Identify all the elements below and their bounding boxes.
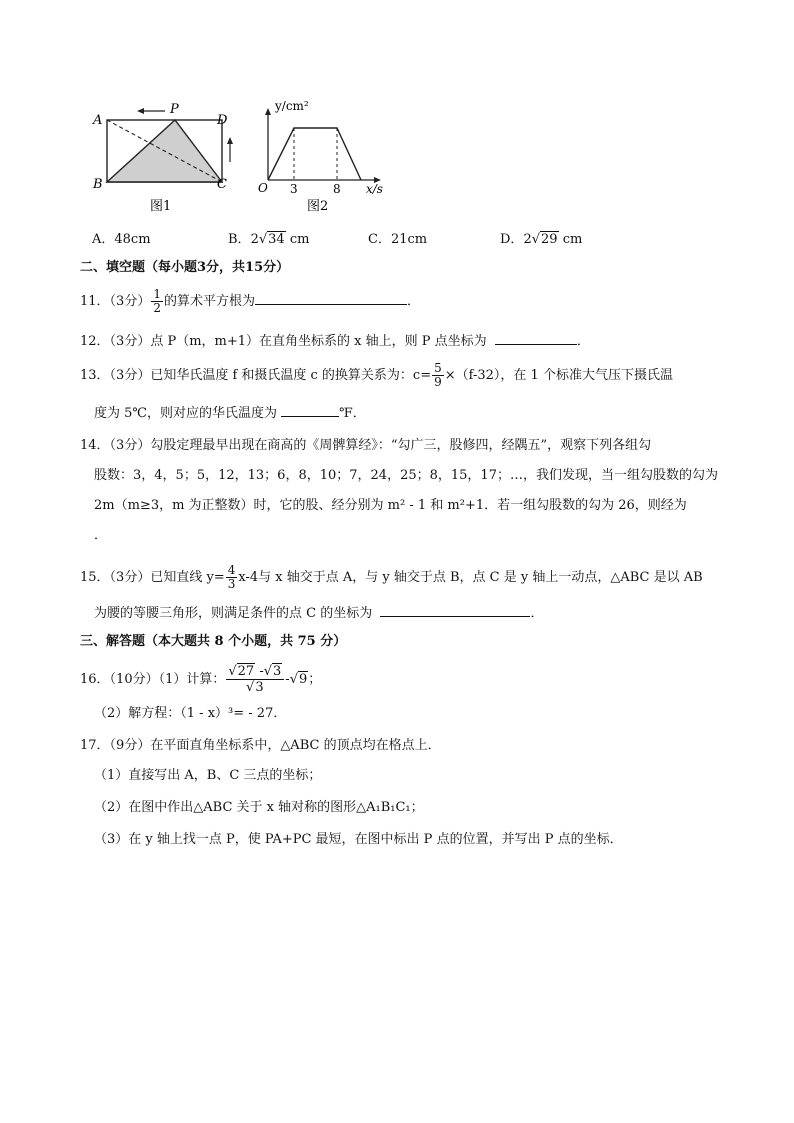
fig1-label-p: P	[170, 102, 179, 117]
fig1-label-b: B	[93, 177, 103, 192]
q13-fraction: $\frac{5}{9}$	[434, 361, 442, 389]
figure-2	[255, 94, 395, 218]
question-13-line-2: 度为 5℃，则对应的华氏温度为 ℉．	[94, 402, 366, 424]
question-17-part-2: （2）在图中作出△ABC 关于 x 轴对称的图形△A₁B₁C₁；	[94, 800, 424, 815]
option-b: B．2√34 cm	[228, 232, 310, 247]
question-14-line-3: 2m（m≥3，m 为正整数）时，它的股、经分别为 m² - 1 和 m²+1．若一组勾股数的勾为 26，则经为	[94, 498, 687, 513]
fig1-caption: 图1	[150, 199, 172, 214]
question-17-stem: 17．（9分）在平面直角坐标系中，△ABC 的顶点均在格点上．	[80, 738, 441, 753]
question-15-line-1: 15．（3分）已知直线 y= $\frac{4}{3}$ x-4与 x 轴交于点 A，与 y 轴交于点 B，点 C 是 y 轴上一动点，△ABC 是以 AB	[80, 563, 703, 591]
question-17-part-3: （3）在 y 轴上找一点 P，使 PA+PC 最短，在图中标出 P 点的位置，并写出 P 点的坐标．	[94, 832, 623, 847]
q12-answer-blank[interactable]	[495, 330, 577, 345]
fig2-origin: O	[258, 181, 268, 195]
question-15-line-2: 为腰的等腰三角形，则满足条件的点 C 的坐标为 ．	[94, 602, 544, 624]
q15-fraction: $\frac{4}{3}$	[227, 563, 236, 591]
option-d: D．2√29 cm	[500, 232, 583, 247]
fig2-ylabel: y/cm²	[275, 99, 309, 113]
figure-1	[90, 98, 240, 218]
section-2-heading: 二、填空题（每小题3分，共15分）	[80, 260, 290, 275]
question-13-line-1: 13．（3分）已知华氏温度 f 和摄氏温度 c 的换算关系为：c= $\frac{5}{9}$ ×（f-32），在 1 个标准大气压下摄氏温	[80, 361, 673, 389]
fig1-label-c: C	[217, 177, 227, 192]
question-16-part-1: 16．（10分）（1）计算： $\frac{√27 -√3}{√3}$ -√9；	[80, 664, 322, 695]
question-14-line-1: 14．（3分）勾股定理最早出现在商高的《周髀算经》：“勾广三，股修四，经隅五”，观察下列各组勾	[80, 438, 652, 453]
fig1-label-d: D	[217, 113, 228, 128]
q16-fraction: $\frac{√27 -√3}{√3}$	[226, 664, 284, 695]
q15-answer-blank[interactable]	[380, 602, 530, 617]
question-17-part-1: （1）直接写出 A，B、C 三点的坐标；	[94, 768, 322, 783]
fig2-xlabel: x/s	[366, 182, 383, 196]
fig2-tick-8: 8	[333, 182, 341, 196]
question-16-part-2: （2）解方程：（1 - x）³= - 27．	[94, 706, 287, 721]
q11-answer-blank[interactable]	[255, 290, 407, 305]
fig2-tick-3: 3	[290, 182, 298, 196]
option-a: A．48cm	[92, 232, 151, 247]
q13-answer-blank[interactable]	[281, 402, 339, 417]
fig2-caption: 图2	[307, 199, 329, 214]
q11-fraction: $\frac{1}{2}$	[153, 287, 161, 315]
question-14-line-2: 股数：3，4，5；5，12，13；6，8，10；7，24，25；8，15，17；…，我们发现，当一组勾股数的勾为	[94, 468, 718, 483]
question-12: 12．（3分）点 P（m，m+1）在直角坐标系的 x 轴上，则 P 点坐标为 ．	[80, 330, 590, 352]
question-14-line-4: ．	[94, 528, 108, 543]
option-c: C．21cm	[368, 232, 428, 247]
question-11: 11．（3分） $\frac{1}{2}$ 的算术平方根为 ．	[80, 287, 420, 315]
section-3-heading: 三、解答题（本大题共 8 个小题，共 75 分）	[80, 634, 347, 649]
fig1-label-a: A	[93, 113, 103, 128]
